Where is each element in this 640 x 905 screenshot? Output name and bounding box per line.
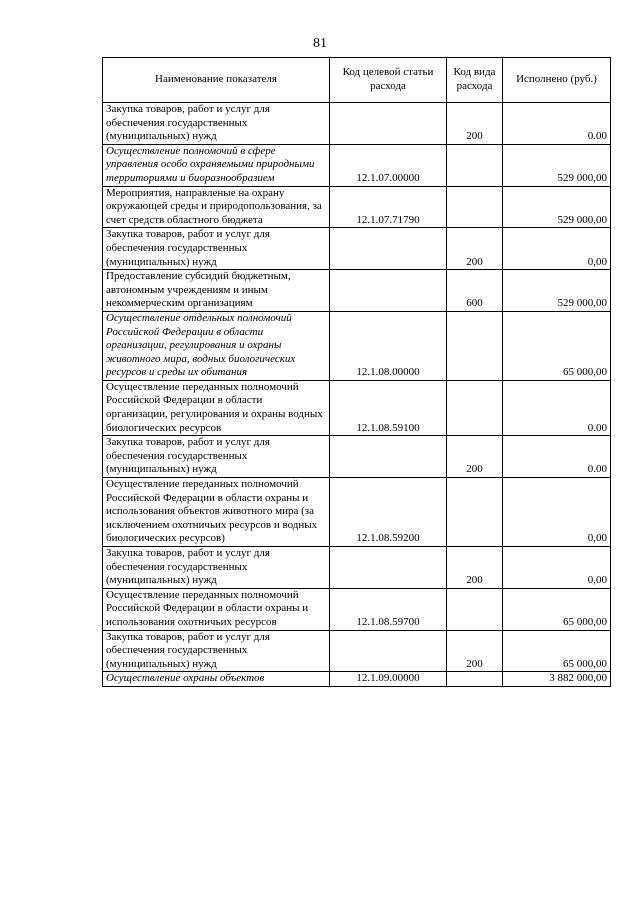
row-expense-type bbox=[447, 144, 503, 186]
row-expense-type bbox=[447, 311, 503, 380]
row-executed: 0,00 bbox=[503, 228, 611, 270]
row-target-code: 12.1.07.00000 bbox=[330, 144, 447, 186]
table-row bbox=[103, 103, 611, 145]
row-executed: 65 000,00 bbox=[503, 630, 611, 672]
table-row bbox=[103, 588, 611, 630]
header-executed: Исполнено (руб.) bbox=[503, 58, 611, 103]
row-name: Закупка товаров, работ и услуг для обеспечения государственных (муниципальных) нужд bbox=[103, 228, 330, 270]
row-executed: 529 000,00 bbox=[503, 270, 611, 312]
table-row bbox=[103, 630, 611, 672]
row-target-code bbox=[330, 436, 447, 478]
row-name: Закупка товаров, работ и услуг для обеспечения государственных (муниципальных) нужд bbox=[103, 630, 330, 672]
row-executed: 3 882 000,00 bbox=[503, 672, 611, 687]
row-name: Мероприятия, направленые на охрану окружающей среды и природопользования, за счет средств областного бюджета bbox=[103, 186, 330, 228]
row-executed: 0.00 bbox=[503, 103, 611, 145]
row-executed: 529 000,00 bbox=[503, 186, 611, 228]
row-target-code: 12.1.08.59200 bbox=[330, 478, 447, 547]
row-target-code bbox=[330, 270, 447, 312]
table-row bbox=[103, 270, 611, 312]
table-header bbox=[103, 58, 611, 103]
budget-table bbox=[102, 57, 611, 687]
header-target-code: Код целевой статьи расхода bbox=[330, 58, 447, 103]
table-row bbox=[103, 144, 611, 186]
row-name: Закупка товаров, работ и услуг для обеспечения государственных (муниципальных) нужд bbox=[103, 103, 330, 145]
row-target-code bbox=[330, 547, 447, 589]
row-name: Осуществление переданных полномочий Российской Федерации в области организации, регулирования и охраны водных биологических ресурсов bbox=[103, 380, 330, 435]
row-expense-type: 200 bbox=[447, 103, 503, 145]
table-row bbox=[103, 547, 611, 589]
row-expense-type bbox=[447, 478, 503, 547]
row-target-code: 12.1.08.59700 bbox=[330, 588, 447, 630]
table-row bbox=[103, 436, 611, 478]
row-executed: 65 000,00 bbox=[503, 311, 611, 380]
row-expense-type bbox=[447, 380, 503, 435]
row-name: Осуществление отдельных полномочий Российской Федерации в области организации, регулирования и охраны животного мира, водных биологических ресурсов и среды их обитания bbox=[103, 311, 330, 380]
row-target-code: 12.1.09.00000 bbox=[330, 672, 447, 687]
row-target-code bbox=[330, 103, 447, 145]
row-expense-type bbox=[447, 588, 503, 630]
row-name: Осуществление полномочий в сфере управления особо охраняемыми природными территориями и биоразнообразием bbox=[103, 144, 330, 186]
row-expense-type: 200 bbox=[447, 547, 503, 589]
table-row bbox=[103, 672, 611, 687]
row-executed: 0.00 bbox=[503, 380, 611, 435]
table-body bbox=[103, 103, 611, 687]
row-expense-type bbox=[447, 672, 503, 687]
row-target-code: 12.1.07.71790 bbox=[330, 186, 447, 228]
row-name: Предоставление субсидий бюджетным, автономным учреждениям и иным некоммерческим организациям bbox=[103, 270, 330, 312]
row-executed: 0,00 bbox=[503, 478, 611, 547]
row-expense-type: 600 bbox=[447, 270, 503, 312]
table-row bbox=[103, 478, 611, 547]
table-row bbox=[103, 186, 611, 228]
row-target-code: 12.1.08.59100 bbox=[330, 380, 447, 435]
row-expense-type: 200 bbox=[447, 228, 503, 270]
table-row bbox=[103, 228, 611, 270]
row-name: Осуществление переданных полномочий Российской Федерации в области охраны и использования охотничьих ресурсов bbox=[103, 588, 330, 630]
table-row bbox=[103, 380, 611, 435]
row-target-code bbox=[330, 630, 447, 672]
row-executed: 529 000,00 bbox=[503, 144, 611, 186]
row-expense-type bbox=[447, 186, 503, 228]
row-name: Осуществление охраны объектов bbox=[103, 672, 330, 687]
row-target-code: 12.1.08.00000 bbox=[330, 311, 447, 380]
row-expense-type: 200 bbox=[447, 630, 503, 672]
row-executed: 65 000,00 bbox=[503, 588, 611, 630]
row-target-code bbox=[330, 228, 447, 270]
row-executed: 0,00 bbox=[503, 547, 611, 589]
row-name: Закупка товаров, работ и услуг для обеспечения государственных (муниципальных) нужд bbox=[103, 436, 330, 478]
page-number: 81 bbox=[313, 36, 327, 51]
row-executed: 0.00 bbox=[503, 436, 611, 478]
table-row bbox=[103, 311, 611, 380]
header-name: Наименование показателя bbox=[103, 58, 330, 103]
header-expense-type: Код вида расхода bbox=[447, 58, 503, 103]
row-name: Закупка товаров, работ и услуг для обеспечения государственных (муниципальных) нужд bbox=[103, 547, 330, 589]
row-name: Осуществление переданных полномочий Российской Федерации в области охраны и использования объектов животного мира (за исключением охотничьих ресурсов и водных биологических ресурсов) bbox=[103, 478, 330, 547]
row-expense-type: 200 bbox=[447, 436, 503, 478]
